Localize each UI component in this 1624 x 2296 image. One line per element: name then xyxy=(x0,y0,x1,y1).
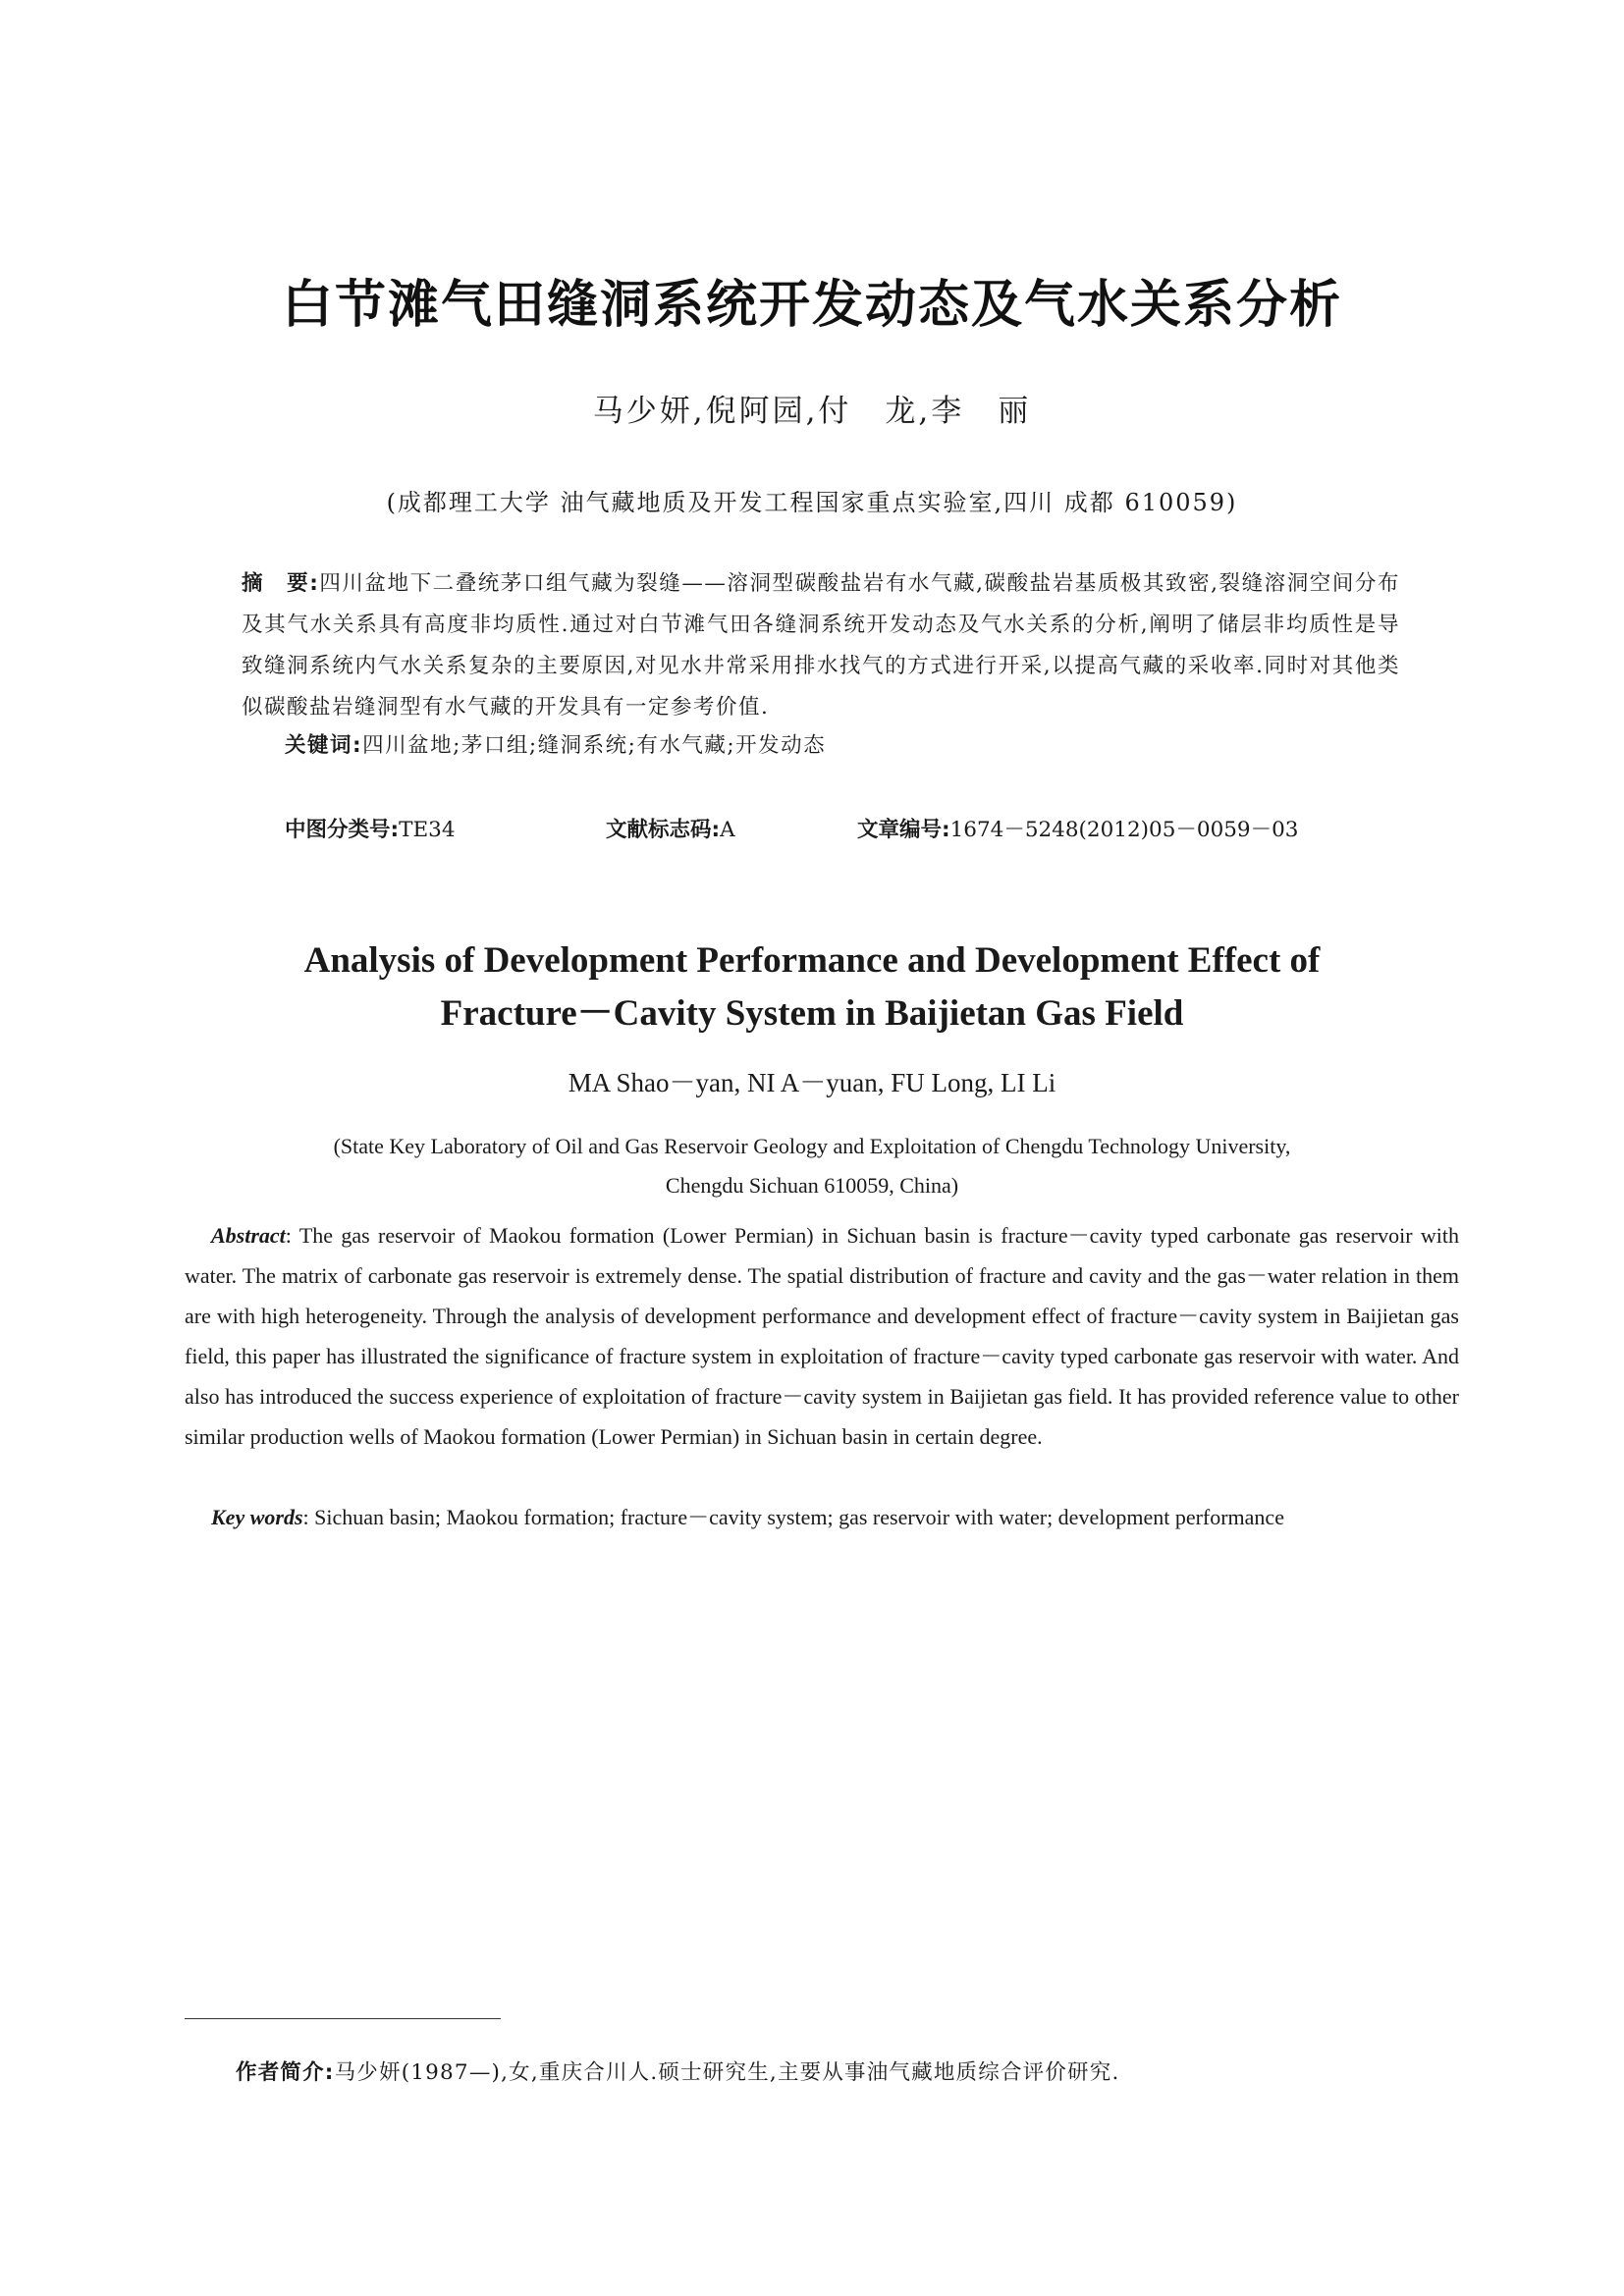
footnote-label: 作者简介: xyxy=(236,2060,335,2085)
chinese-keywords-label: 关键词: xyxy=(285,733,363,758)
english-title xyxy=(0,934,1624,1041)
english-keywords xyxy=(185,1497,1459,1537)
english-authors: MA Shao－yan, NI A－yuan, FU Long, LI Li xyxy=(568,1068,1056,1097)
article-number-value: 1674－5248(2012)05－0059－03 xyxy=(949,818,1299,842)
clc-number xyxy=(285,813,456,843)
chinese-affiliation: (成都理工大学 油气藏地质及开发工程国家重点实验室,四川 成都 610059) xyxy=(386,489,1238,516)
author-footnote xyxy=(236,2056,1453,2086)
chinese-title: 白节滩气田缝洞系统开发动态及气水关系分析 xyxy=(281,275,1342,335)
article-number xyxy=(857,813,1298,843)
document-code xyxy=(606,813,735,843)
english-keywords-label: Key words xyxy=(211,1505,303,1529)
chinese-abstract-text: 四川盆地下二叠统茅口组气藏为裂缝——溶洞型碳酸盐岩有水气藏,碳酸盐岩基质极其致密,裂缝溶洞空间分布及其气水关系具有高度非均质性.通过对白节滩气田各缝洞系统开发动态及气水关系的分析,阐明了储层非均质性是导致缝洞系统内气水关系复杂的主要原因,对见水井常采用排水找气的方式进行开采,以提高气藏的采收率.同时对其他类似碳酸盐岩缝洞型有水气藏的开发具有一定参考价值. xyxy=(242,571,1400,720)
english-abstract-label: Abstract xyxy=(211,1223,286,1248)
chinese-abstract xyxy=(242,563,1400,728)
english-title-line-2: Fracture－Cavity System in Baijietan Gas Field xyxy=(440,993,1184,1034)
document-code-value: A xyxy=(720,818,735,842)
english-affiliation xyxy=(0,1127,1624,1205)
english-abstract xyxy=(185,1215,1459,1457)
english-affiliation-line-2: Chengdu Sichuan 610059, China) xyxy=(665,1173,959,1198)
clc-value: TE34 xyxy=(399,818,456,842)
chinese-abstract-label: 摘 要: xyxy=(242,571,320,596)
chinese-authors: 马少妍,倪阿园,付 龙,李 丽 xyxy=(592,394,1032,429)
article-number-label: 文章编号: xyxy=(857,818,950,842)
document-code-label: 文献标志码: xyxy=(606,818,721,842)
footnote-text: 马少妍(1987—),女,重庆合川人.硕士研究生,主要从事油气藏地质综合评价研究. xyxy=(334,2060,1120,2085)
english-affiliation-line-1: (State Key Laboratory of Oil and Gas Reservoir Geology and Exploitation of Chengdu Technology University, xyxy=(333,1134,1291,1158)
footnote-divider xyxy=(185,2018,501,2019)
english-abstract-text: : The gas reservoir of Maokou formation (Lower Permian) in Sichuan basin is fracture－cavity typed carbonate gas reservoir with water. The matrix of carbonate gas reservoir is extremely dense. The spatial distribution of fracture and cavity and the gas－water relation in them are with high heterogeneity. Through the analysis of development performance and development effect of fracture－cavity system in Baijietan gas field, this paper has illustrated the significance of fracture system in exploitation of fracture－cavity typed carbonate gas reservoir with water. And also has introduced the success experience of exploitation of fracture－cavity system in Baijietan gas field. It has provided reference value to other similar production wells of Maokou formation (Lower Permian) in Sichuan basin in certain degree. xyxy=(185,1223,1459,1449)
english-title-line-1: Analysis of Development Performance and Development Effect of xyxy=(303,940,1321,981)
english-keywords-text: : Sichuan basin; Maokou formation; fracture－cavity system; gas reservoir with water; development performance xyxy=(302,1505,1284,1529)
chinese-keywords xyxy=(285,728,1404,759)
chinese-keywords-text: 四川盆地;茅口组;缝洞系统;有水气藏;开发动态 xyxy=(362,733,827,758)
clc-label: 中图分类号: xyxy=(285,818,400,842)
